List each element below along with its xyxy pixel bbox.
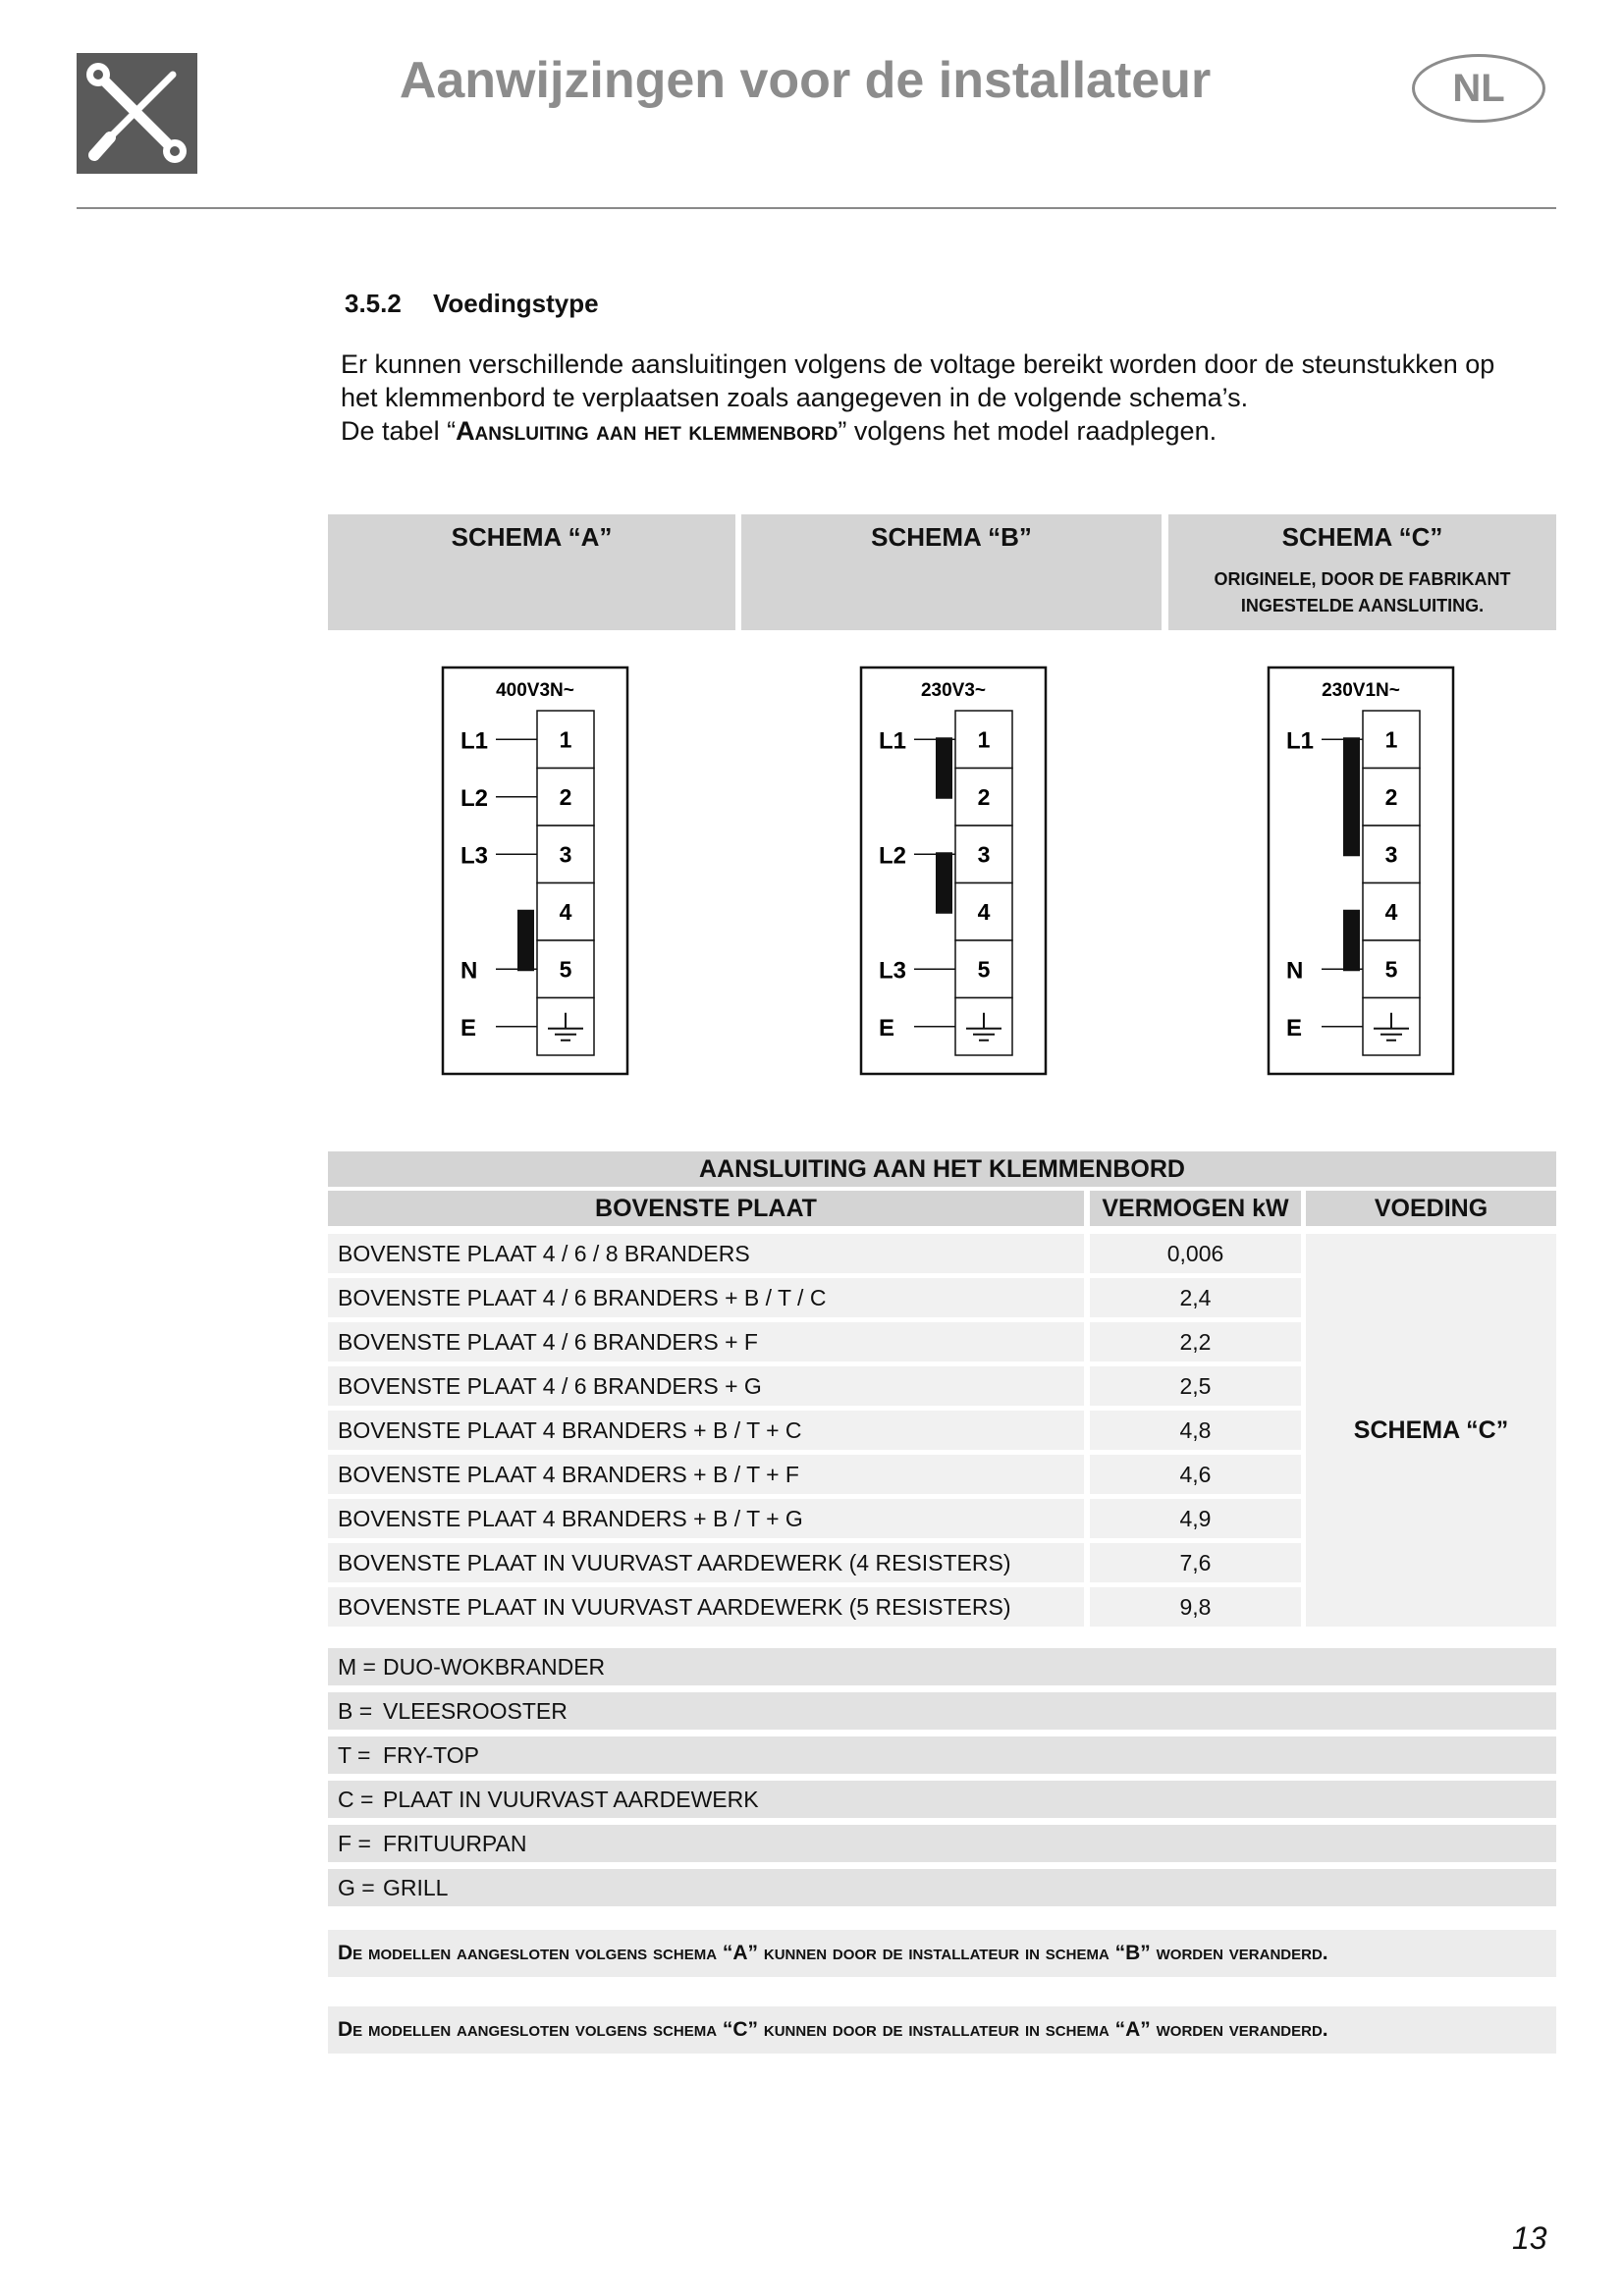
table-row-model: BOVENSTE PLAAT 4 BRANDERS + B / T + F [328,1455,1084,1494]
column-header-supply: VOEDING [1306,1191,1556,1226]
diagram-voltage: 400V3N~ [496,680,574,701]
terminal-number: 2 [977,783,991,810]
line-label: L1 [879,727,907,755]
terminal-number: 3 [559,841,572,868]
supply-cell: SCHEMA “C” [1306,1234,1556,1627]
table-row-model: BOVENSTE PLAAT 4 BRANDERS + B / T + G [328,1499,1084,1538]
terminal-number: 3 [1384,841,1398,868]
page-header-title: Aanwijzingen voor de installateur [399,52,1212,109]
bridge-link [936,737,952,799]
schema-c-note-line-2: INGESTELDE AANSLUITING. [1240,596,1485,615]
column-header-model: BOVENSTE PLAAT [328,1191,1084,1226]
table-row-model: BOVENSTE PLAAT IN VUURVAST AARDEWERK (4 RESISTERS) [328,1543,1084,1582]
bridge-link [1343,737,1360,856]
intro-line-3-end: ” volgens het model raadplegen. [838,416,1217,446]
legend-code: C = [338,1787,374,1812]
schema-b-header [741,514,1162,630]
terminal-number: 3 [977,841,991,868]
terminal-number: 5 [977,956,991,983]
terminal-number: 1 [1384,726,1398,753]
line-label: L1 [460,727,489,755]
table-row-model: BOVENSTE PLAAT 4 BRANDERS + B / T + C [328,1411,1084,1450]
table-row-power: 0,006 [1090,1234,1301,1273]
diagram-voltage: 230V1N~ [1322,680,1400,701]
line-label: L3 [460,842,489,870]
bridge-link [517,910,534,972]
schema-c-title: SCHEMA “C” [1281,522,1443,552]
legend-item [328,1648,1556,1685]
line-label: N [460,957,478,985]
table-row-model: BOVENSTE PLAAT 4 / 6 / 8 BRANDERS [328,1234,1084,1273]
schema-c-header [1168,514,1556,630]
table-row-power: 2,4 [1090,1278,1301,1317]
legend-text: DUO-WOKBRANDER [383,1654,606,1680]
tools-logo-icon [77,53,197,174]
bridge-link [936,852,952,914]
legend-code: T = [338,1742,371,1768]
schema-c-note [1168,566,1556,619]
bridge-link [1343,910,1360,972]
terminal-number: 1 [559,726,572,753]
table-title: AANSLUITING AAN HET KLEMMENBORD [328,1151,1556,1187]
line-label: N [1286,957,1304,985]
legend-code: F = [338,1831,371,1856]
terminal-number: 4 [559,898,572,925]
line-label: E [1286,1014,1303,1041]
legend-item [328,1736,1556,1774]
section-number: 3.5.2 [345,289,402,318]
schema-c-note-line-1: ORIGINELE, DOOR DE FABRIKANT [1214,569,1511,589]
schema-a-title: SCHEMA “A” [451,522,613,552]
schema-a-header [328,514,735,630]
header-divider [77,207,1556,209]
table-reference: Aansluiting aan het klemmenbord [456,416,839,446]
intro-line-1: Er kunnen verschillende aansluitingen volgens de voltage bereikt worden door de steunstukken op [341,349,1495,379]
terminal-number: 5 [1384,956,1398,983]
legend-item [328,1869,1556,1906]
intro-line-2: het klemmenbord te verplaatsen zoals aangegeven in de volgende schema’s. [341,383,1249,412]
line-label: L2 [460,784,489,812]
table-row-power: 4,8 [1090,1411,1301,1450]
section-title: Voedingstype [433,289,599,318]
intro-line-3 [341,416,1217,447]
table-row-power: 4,6 [1090,1455,1301,1494]
terminal-diagram-c [1267,666,1455,1081]
table-row-model: BOVENSTE PLAAT IN VUURVAST AARDEWERK (5 RESISTERS) [328,1587,1084,1627]
line-label: L1 [1286,727,1315,755]
legend-item [328,1692,1556,1730]
terminal-number: 5 [559,956,572,983]
column-header-power: VERMOGEN kW [1090,1191,1301,1226]
terminal-number: 4 [977,898,991,925]
legend-text: FRITUURPAN [383,1831,527,1856]
terminal-number: 2 [1384,783,1398,810]
terminal-diagram-b [859,666,1048,1081]
line-label: L3 [879,957,907,985]
language-badge: NL [1412,54,1545,123]
table-row-model: BOVENSTE PLAAT 4 / 6 BRANDERS + B / T / C [328,1278,1084,1317]
legend-text: GRILL [383,1875,449,1900]
diagram-voltage: 230V3~ [920,680,987,701]
terminal-number: 2 [559,783,572,810]
table-row-power: 2,2 [1090,1322,1301,1362]
terminal-number: 4 [1384,898,1398,925]
terminal-diagram-a [441,666,629,1081]
conversion-note-1: De modellen aangesloten volgens schema “A” kunnen door de installateur in schema “B” worden veranderd. [328,1930,1556,1977]
schema-b-title: SCHEMA “B” [871,522,1032,552]
line-label: E [879,1014,895,1041]
conversion-note-2: De modellen aangesloten volgens schema “C” kunnen door de installateur in schema “A” worden veranderd. [328,2006,1556,2054]
legend-text: VLEESROOSTER [383,1698,568,1724]
table-row-power: 2,5 [1090,1366,1301,1406]
table-row-model: BOVENSTE PLAAT 4 / 6 BRANDERS + G [328,1366,1084,1406]
table-row-power: 9,8 [1090,1587,1301,1627]
legend-text: PLAAT IN VUURVAST AARDEWERK [383,1787,759,1812]
legend-code: G = [338,1875,375,1900]
page-number: 13 [1512,2220,1547,2256]
legend-code: B = [338,1698,373,1724]
line-label: L2 [879,842,907,870]
intro-line-3-start: De tabel “ [341,416,457,446]
legend-item [328,1825,1556,1862]
line-label: E [460,1014,477,1041]
terminal-number: 1 [977,726,991,753]
legend-item [328,1781,1556,1818]
legend-text: FRY-TOP [383,1742,479,1768]
table-row-power: 7,6 [1090,1543,1301,1582]
table-row-power: 4,9 [1090,1499,1301,1538]
table-row-model: BOVENSTE PLAAT 4 / 6 BRANDERS + F [328,1322,1084,1362]
legend-code: M = [338,1654,376,1680]
